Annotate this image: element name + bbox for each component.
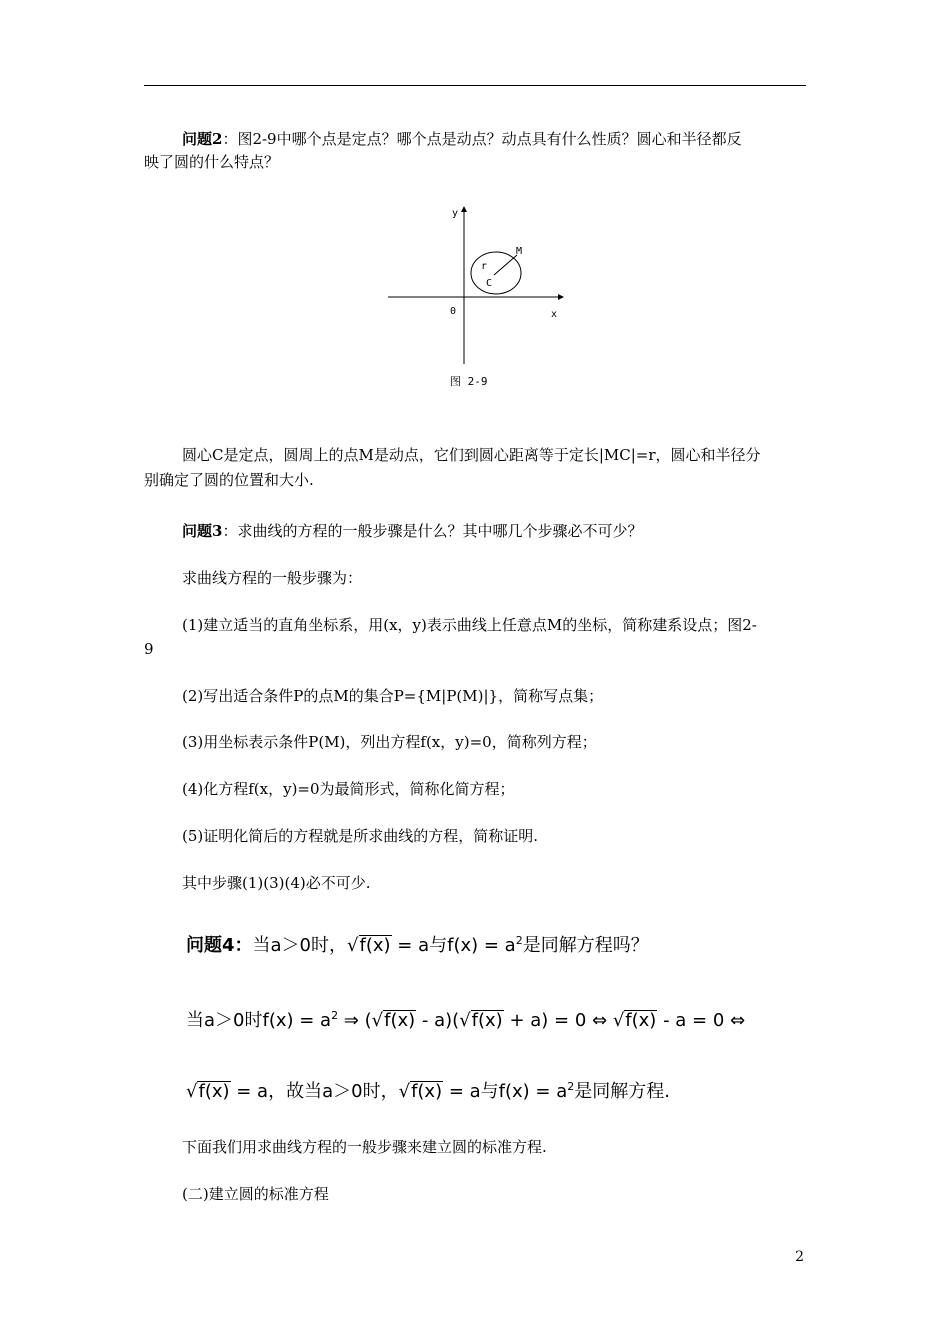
derive2-exp: 2	[567, 1080, 575, 1093]
step-1-line1: (1)建立适当的直角坐标系，用(x，y)表示曲线上任意点M的坐标，简称建系设点；图2-	[182, 616, 757, 634]
derive1-radicand-1: f(x)	[384, 1010, 416, 1031]
derive2-radicand-1: f(x)	[198, 1081, 230, 1102]
step-3: (3)用坐标表示条件P(M)，列出方程f(x，y)=0，简称列方程；	[182, 733, 597, 751]
r-label: r	[481, 261, 488, 272]
question-3-label: 问题3	[182, 522, 223, 540]
derivation-line-2	[186, 1075, 670, 1104]
essential-steps: 其中步骤(1)(3)(4)必不可少.	[182, 874, 371, 892]
question-3-text: ：求曲线的方程的一般步骤是什么？其中哪几个步骤必不可少？	[222, 522, 643, 540]
section-heading: (二)建立圆的标准方程	[182, 1185, 329, 1203]
derive1-radicand-2: f(x)	[471, 1010, 503, 1031]
question-4-exp: 2	[515, 934, 523, 947]
radius-line	[494, 255, 517, 275]
question-4-t1: 当a＞0时，	[252, 935, 348, 956]
step-2-a: (2)写出适合条件P的点M的集合P	[182, 687, 404, 705]
derive1-exp: 2	[331, 1009, 339, 1022]
sqrt-icon: √	[371, 1010, 384, 1031]
x-label: x	[551, 309, 558, 320]
sqrt-icon: √	[186, 1081, 198, 1102]
page-number: 2	[795, 1249, 804, 1265]
question-4	[186, 929, 649, 958]
derive1-t3: - a)(	[416, 1010, 460, 1031]
question-4-t3: 是同解方程吗？	[522, 935, 649, 956]
sqrt-icon: √	[459, 1010, 471, 1031]
question-4-label: 问题4：	[186, 935, 253, 956]
derive2-radicand-2: f(x)	[411, 1081, 443, 1102]
next-paragraph: 下面我们用求曲线方程的一般步骤来建立圆的标准方程.	[182, 1138, 547, 1156]
derivation-line-1	[186, 1004, 745, 1033]
derive1-t4: + a) = 0 ⇔	[503, 1010, 613, 1031]
sqrt-icon: √	[398, 1081, 411, 1102]
question-4-radicand: f(x)	[359, 935, 391, 956]
question-2	[182, 128, 742, 150]
sqrt-icon: √	[347, 935, 359, 956]
question-2-label: 问题2	[182, 130, 223, 148]
derive1-t1: 当a＞0时f(x) = a	[186, 1010, 332, 1031]
derive2-t1: = a，故当a＞0时，	[230, 1081, 399, 1102]
derive1-t2: ⇒ (	[338, 1010, 372, 1031]
c-label: C	[486, 278, 493, 289]
step-2-b: ={M|P(M)|}，简称写点集；	[403, 687, 604, 705]
question-3	[182, 520, 642, 542]
step-4: (4)化方程f(x，y)=0为最简形式，简称化简方程；	[182, 780, 515, 798]
origin-label: 0	[450, 306, 457, 317]
m-label: M	[516, 246, 523, 257]
step-5: (5)证明化简后的方程就是所求曲线的方程，简称证明.	[182, 827, 539, 845]
header-rule	[144, 85, 806, 86]
derive1-radicand-3: f(x)	[625, 1010, 657, 1031]
question-2-line1: ：图2-9中哪个点是定点？哪个点是动点？动点具有什么性质？圆心和半径都反	[222, 130, 742, 148]
y-axis-arrow	[461, 206, 467, 212]
figure-caption: 图 2-9	[450, 375, 488, 388]
x-axis-arrow	[558, 294, 564, 300]
y-label: y	[452, 208, 459, 219]
derive2-t2: = a与f(x) = a	[443, 1081, 568, 1102]
steps-intro: 求曲线方程的一般步骤为：	[182, 569, 363, 587]
derive2-t3: 是同解方程.	[574, 1081, 670, 1102]
question-4-t2: = a与f(x) = a	[391, 935, 516, 956]
question-2-line2: 映了圆的什么特点？	[144, 153, 280, 171]
figure-2-9	[380, 200, 580, 400]
step-1-line2: 9	[144, 640, 154, 658]
derive1-t5: - a = 0 ⇔	[657, 1010, 746, 1031]
sqrt-icon: √	[612, 1010, 625, 1031]
answer-2-line1: 圆心C是定点，圆周上的点M是动点，它们到圆心距离等于定长|MC|=r，圆心和半径分	[182, 446, 761, 464]
answer-2-line2: 别确定了圆的位置和大小.	[144, 471, 314, 489]
step-2	[182, 685, 603, 707]
